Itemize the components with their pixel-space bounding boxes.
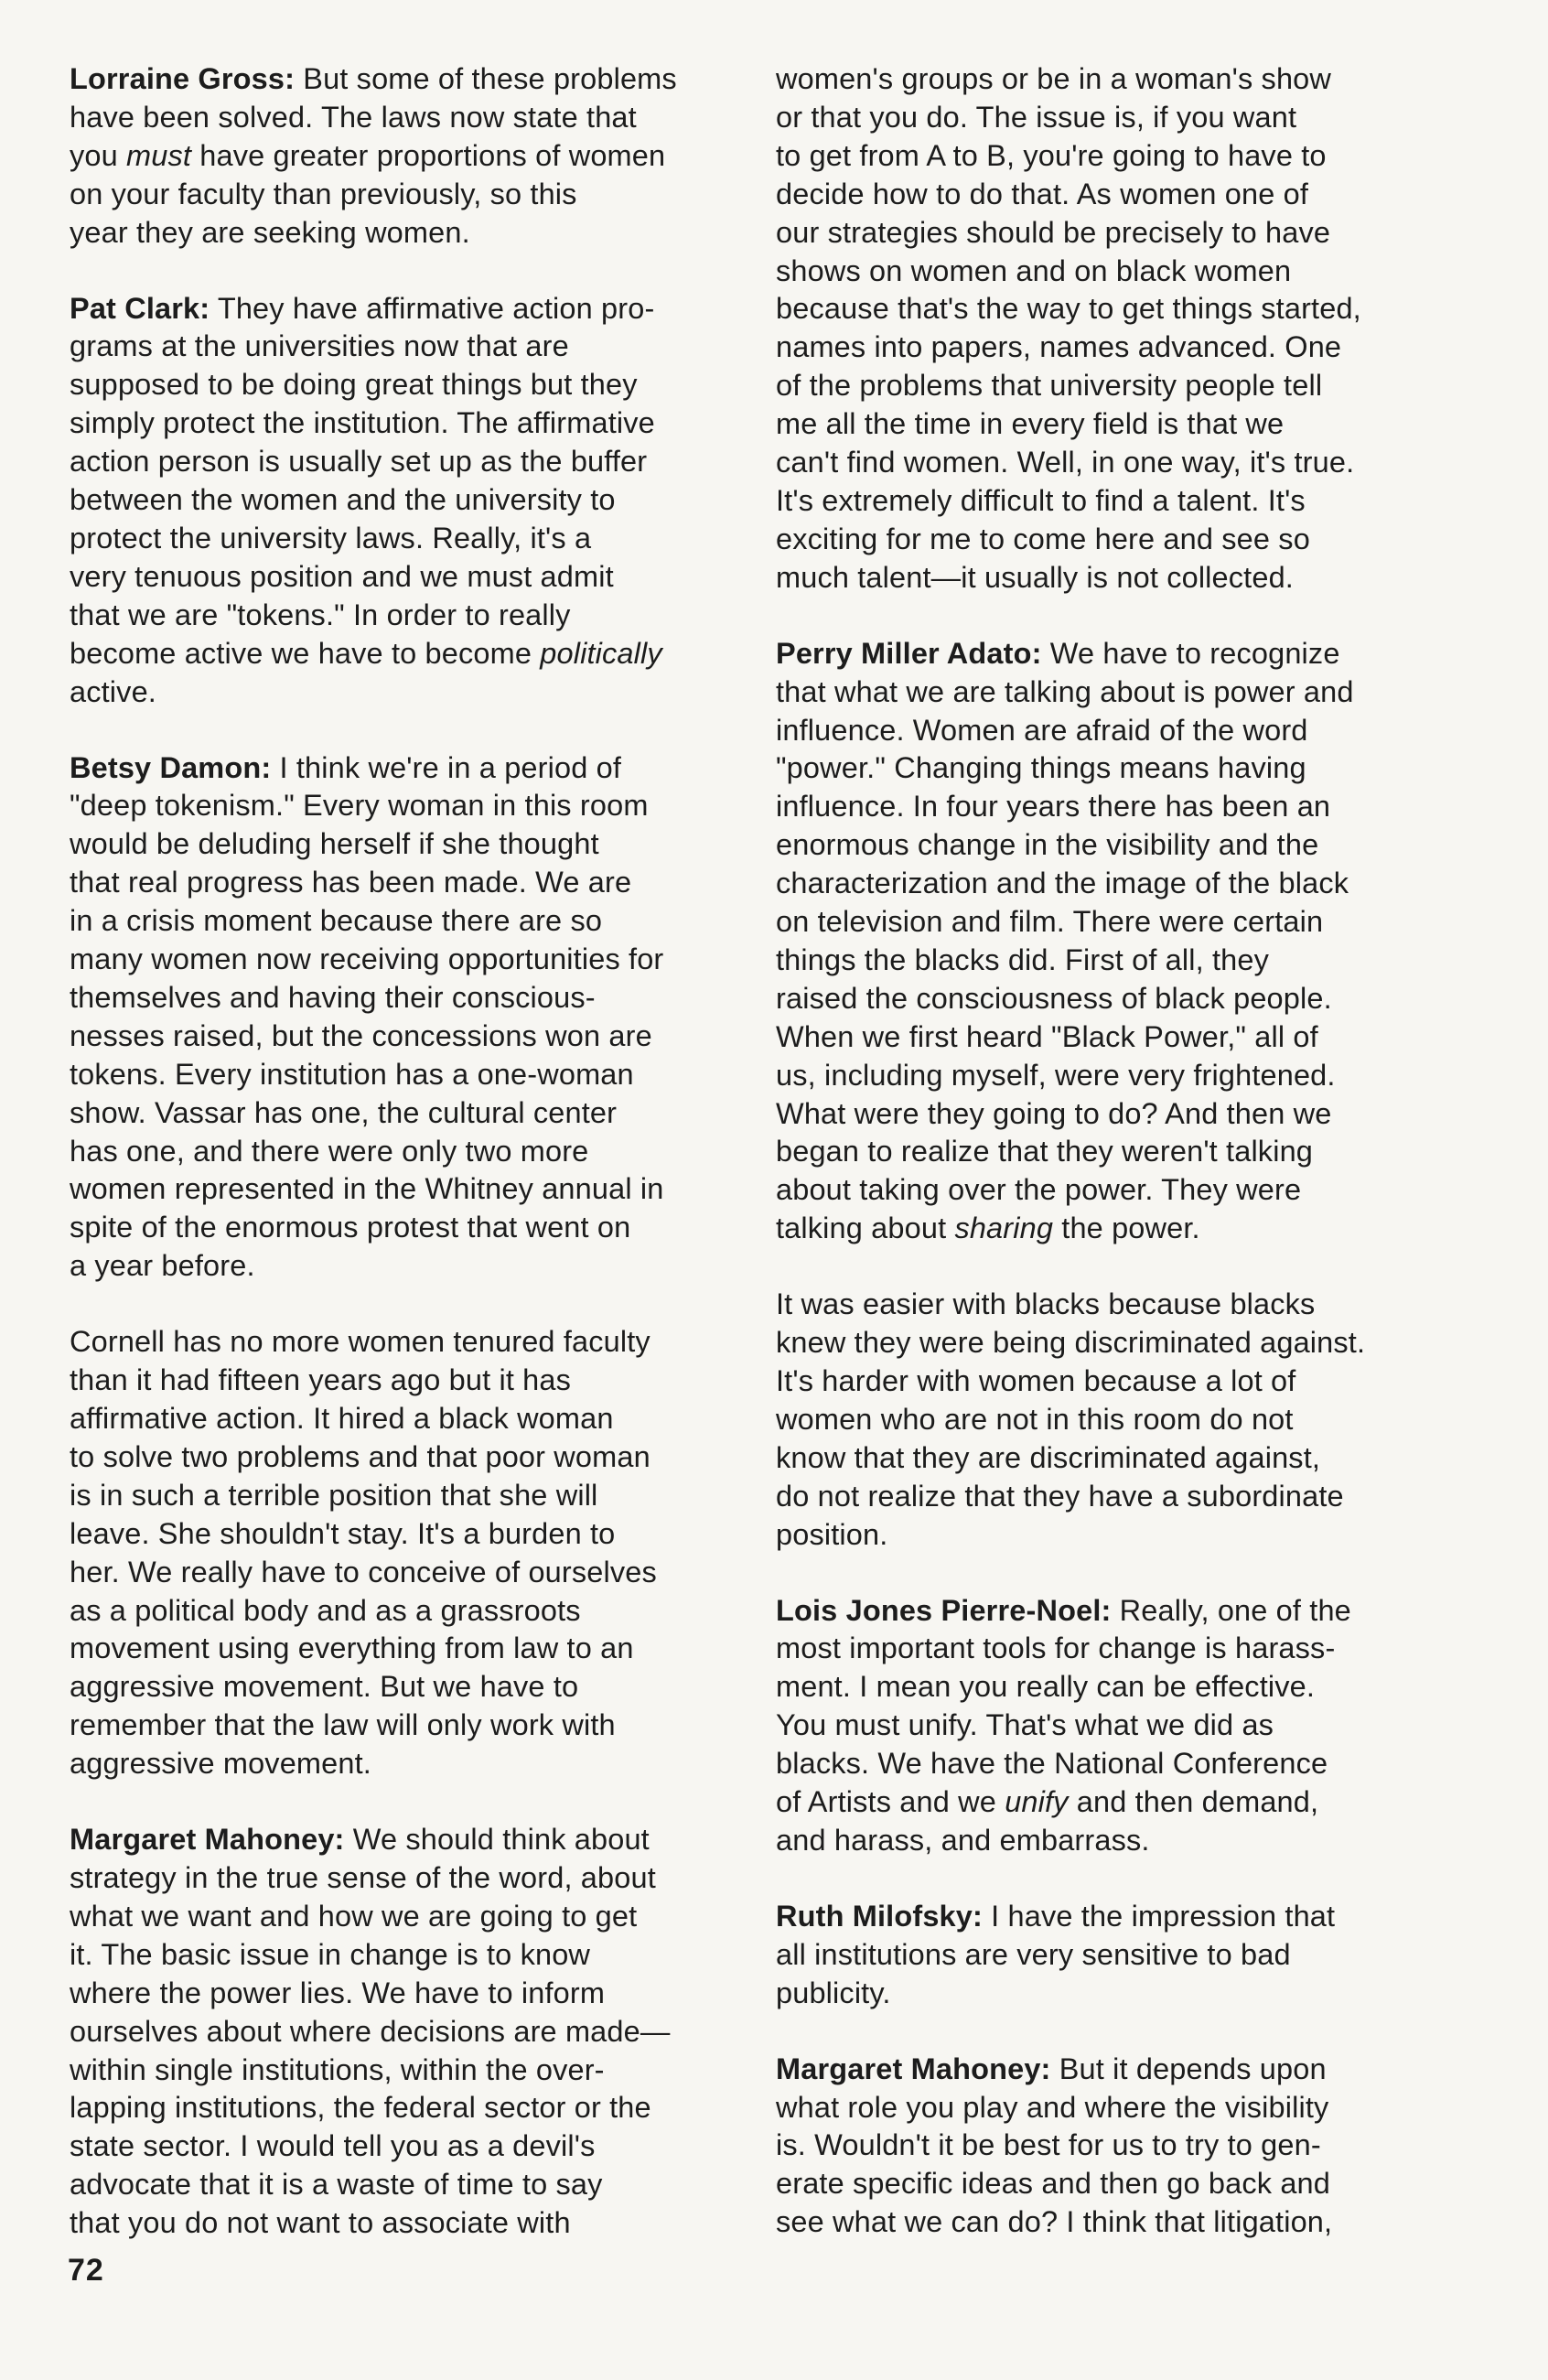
speaker-paragraph — [776, 2051, 1453, 2243]
text-segment: lapping institutions, the federal sector or the — [70, 2091, 651, 2125]
text-segment: It's harder with women because a lot of — [776, 1364, 1296, 1397]
text-segment: began to realize that they weren't talking — [776, 1135, 1314, 1168]
text-segment: on your faculty than previously, so this — [70, 177, 577, 210]
text-segment: would be deluding herself if she thought — [70, 827, 599, 861]
text-line — [70, 1247, 747, 1286]
text-segment: enormous change in the visibility and the — [776, 828, 1319, 862]
right-column — [776, 60, 1453, 2242]
text-line — [776, 712, 1453, 750]
text-line — [776, 903, 1453, 942]
text-line — [70, 443, 747, 481]
speaker-name: Lois Jones Pierre-Noel: — [776, 1593, 1112, 1627]
text-line — [776, 290, 1453, 328]
emphasized-text: politically — [540, 636, 662, 670]
text-segment: aggressive movement. — [70, 1747, 371, 1781]
text-line — [70, 1133, 747, 1171]
text-line — [70, 1477, 747, 1515]
speaker-paragraph — [70, 749, 747, 1287]
text-segment: is. Wouldn't it be best for us to try to gen- — [776, 2128, 1321, 2162]
text-segment: you — [70, 138, 127, 172]
text-line — [70, 481, 747, 520]
text-line — [776, 749, 1453, 788]
text-segment: and harass, and embarrass. — [776, 1823, 1150, 1857]
speaker-name: Betsy Damon: — [70, 750, 272, 784]
text-segment: What were they going to do? And then we — [776, 1096, 1332, 1130]
text-line — [776, 60, 1453, 99]
text-line — [70, 1323, 747, 1362]
text-segment: raised the consciousness of black people. — [776, 981, 1332, 1015]
text-line — [70, 1515, 747, 1554]
text-line — [776, 1401, 1453, 1439]
text-line — [776, 1745, 1453, 1783]
text-line — [776, 1936, 1453, 1975]
text-segment: affirmative action. It hired a black woman — [70, 1402, 614, 1435]
text-segment: ourselves about where decisions are made— — [70, 2014, 671, 2048]
text-segment: nesses raised, but the concessions won are — [70, 1018, 652, 1052]
text-line — [70, 2204, 747, 2243]
text-line — [70, 290, 747, 328]
text-segment: tokens. Every institution has a one-woman — [70, 1057, 634, 1091]
text-segment: influence. Women are afraid of the word — [776, 713, 1308, 747]
text-line — [776, 1630, 1453, 1668]
text-segment: women represented in the Whitney annual in — [70, 1172, 664, 1206]
speaker-name: Margaret Mahoney: — [70, 1823, 345, 1857]
text-line — [70, 597, 747, 635]
text-line — [776, 2165, 1453, 2203]
text-segment: our strategies should be precisely to have — [776, 215, 1331, 249]
text-segment: many women now receiving opportunities for — [70, 942, 664, 976]
emphasized-text: must — [126, 138, 192, 172]
text-segment: "deep tokenism." Every woman in this room — [70, 789, 649, 823]
text-segment: year they are seeking women. — [70, 215, 470, 249]
text-line — [776, 444, 1453, 482]
text-segment: us, including myself, were very frightened. — [776, 1058, 1336, 1092]
text-segment: But some of these problems — [295, 62, 677, 95]
emphasized-text: unify — [1005, 1785, 1069, 1819]
text-line — [70, 366, 747, 404]
text-line — [776, 137, 1453, 176]
text-line — [776, 942, 1453, 980]
text-segment: blacks. We have the National Conference — [776, 1747, 1328, 1781]
text-line — [70, 60, 747, 99]
text-segment: strategy in the true sense of the word, about — [70, 1860, 656, 1894]
text-line — [776, 559, 1453, 598]
text-segment: than it had fifteen years ago but it has — [70, 1363, 572, 1397]
text-segment: protect the university laws. Really, it's a — [70, 521, 592, 555]
text-segment: shows on women and on black women — [776, 253, 1292, 287]
text-line — [70, 520, 747, 558]
text-line — [776, 1975, 1453, 2013]
speaker-paragraph — [776, 60, 1453, 598]
text-segment: women's groups or be in a woman's show — [776, 62, 1332, 95]
text-segment: We should think about — [344, 1823, 650, 1857]
text-segment: You must unify. That's what we did as — [776, 1708, 1274, 1742]
text-line — [776, 1822, 1453, 1860]
text-line — [776, 214, 1453, 253]
text-line — [70, 2013, 747, 2052]
speaker-paragraph — [776, 1898, 1453, 2013]
text-line — [776, 2089, 1453, 2127]
text-line — [776, 482, 1453, 521]
text-segment: her. We really have to conceive of ourselves — [70, 1555, 657, 1588]
text-line — [70, 214, 747, 253]
speaker-name: Lorraine Gross: — [70, 62, 296, 95]
text-segment: know that they are discriminated against, — [776, 1440, 1321, 1474]
text-line — [776, 865, 1453, 903]
text-segment: all institutions are very sensitive to bad — [776, 1937, 1291, 1971]
text-line — [776, 1516, 1453, 1555]
text-segment: see what we can do? I think that litigation, — [776, 2205, 1333, 2239]
text-segment: active. — [70, 674, 156, 708]
text-line — [70, 1400, 747, 1438]
text-line — [70, 1554, 747, 1592]
text-segment: "power." Changing things means having — [776, 751, 1306, 785]
text-line — [776, 673, 1453, 712]
text-segment: characterization and the image of the black — [776, 867, 1349, 900]
text-segment: have been solved. The laws now state that — [70, 100, 637, 134]
text-line — [70, 1362, 747, 1400]
text-line — [70, 2166, 747, 2204]
text-segment: within single institutions, within the over- — [70, 2052, 605, 2086]
text-segment: women who are not in this room do not — [776, 1402, 1294, 1436]
text-segment: what role you play and where the visibility — [776, 2090, 1329, 2124]
text-line — [776, 176, 1453, 214]
text-line — [70, 1630, 747, 1668]
text-line — [70, 864, 747, 902]
text-segment: movement using everything from law to an — [70, 1632, 634, 1665]
text-segment: to solve two problems and that poor woman — [70, 1439, 650, 1473]
text-line — [776, 788, 1453, 826]
text-segment: decide how to do that. As women one of — [776, 177, 1309, 210]
text-line — [776, 521, 1453, 559]
text-segment: state sector. I would tell you as a devil's — [70, 2129, 596, 2163]
text-line — [70, 673, 747, 712]
text-line — [70, 1592, 747, 1631]
text-segment: that we are "tokens." In order to really — [70, 598, 571, 631]
text-line — [776, 405, 1453, 444]
text-segment: publicity. — [776, 1976, 891, 2009]
text-segment: most important tools for change is harass- — [776, 1632, 1336, 1665]
text-segment: aggressive movement. But we have to — [70, 1670, 579, 1704]
text-segment: on television and film. There were certain — [776, 905, 1324, 939]
text-segment: do not realize that they have a subordinate — [776, 1479, 1344, 1513]
text-segment: themselves and having their conscious- — [70, 980, 596, 1014]
text-line — [776, 1324, 1453, 1362]
text-line — [70, 902, 747, 941]
text-segment: show. Vassar has one, the cultural center — [70, 1095, 618, 1129]
text-line — [70, 1859, 747, 1898]
emphasized-text: sharing — [954, 1212, 1054, 1245]
text-line — [70, 1094, 747, 1133]
text-line — [70, 635, 747, 673]
text-line — [70, 2089, 747, 2127]
text-segment: has one, and there were only two more — [70, 1134, 589, 1168]
text-segment: where the power lies. We have to inform — [70, 1976, 606, 2009]
page-number: 72 — [68, 2253, 104, 2288]
text-segment: ment. I mean you really can be effective. — [776, 1670, 1316, 1704]
text-segment: of Artists and we — [776, 1785, 1005, 1819]
text-segment: exciting for me to come here and see so — [776, 522, 1310, 555]
text-line — [70, 979, 747, 1018]
text-line — [776, 1210, 1453, 1248]
text-segment: Really, one of the — [1111, 1593, 1351, 1627]
text-line — [70, 1898, 747, 1936]
text-line — [776, 1133, 1453, 1171]
text-line — [776, 1783, 1453, 1822]
text-segment: spite of the enormous protest that went on — [70, 1211, 631, 1244]
text-segment: very tenuous position and we must admit — [70, 559, 614, 593]
text-segment: in a crisis moment because there are so — [70, 904, 603, 938]
text-segment: Cornell has no more women tenured faculty — [70, 1325, 650, 1359]
text-line — [70, 825, 747, 864]
text-line — [70, 1209, 747, 1247]
left-column — [70, 60, 747, 2243]
text-segment: erate specific ideas and then go back and — [776, 2167, 1331, 2201]
text-segment: leave. She shouldn't stay. It's a burden to — [70, 1516, 616, 1550]
text-line — [776, 980, 1453, 1018]
text-segment: what we want and how we are going to get — [70, 1899, 638, 1933]
text-segment: and then demand, — [1068, 1785, 1319, 1819]
text-segment: They have affirmative action pro- — [210, 291, 655, 325]
text-line — [70, 1745, 747, 1783]
text-segment: position. — [776, 1517, 888, 1551]
text-line — [70, 787, 747, 825]
speaker-paragraph — [776, 635, 1453, 1249]
speaker-paragraph — [776, 1286, 1453, 1554]
speaker-name: Perry Miller Adato: — [776, 636, 1042, 670]
text-line — [776, 1362, 1453, 1401]
text-line — [776, 99, 1453, 137]
text-segment: a year before. — [70, 1249, 255, 1283]
text-line — [776, 2203, 1453, 2242]
text-line — [776, 367, 1453, 405]
text-line — [776, 1592, 1453, 1631]
text-segment: influence. In four years there has been an — [776, 790, 1331, 824]
text-line — [70, 137, 747, 176]
text-line — [70, 404, 747, 443]
speaker-name: Ruth Milofsky: — [776, 1899, 983, 1933]
text-line — [70, 749, 747, 788]
text-segment: supposed to be doing great things but they — [70, 368, 638, 402]
text-line — [776, 1478, 1453, 1516]
text-line — [776, 2051, 1453, 2089]
text-segment: I think we're in a period of — [271, 750, 622, 784]
text-line — [70, 1707, 747, 1745]
text-line — [70, 1975, 747, 2013]
text-segment: things the blacks did. First of all, they — [776, 942, 1270, 976]
text-line — [70, 558, 747, 597]
text-segment: I have the impression that — [982, 1899, 1336, 1933]
text-segment: It's extremely difficult to find a talent. It's — [776, 483, 1306, 517]
text-line — [776, 1095, 1453, 1134]
text-line — [776, 2127, 1453, 2165]
speaker-paragraph — [70, 1821, 747, 2243]
text-line — [776, 1286, 1453, 1324]
text-line — [70, 1018, 747, 1056]
text-line — [70, 2052, 747, 2090]
text-segment: about taking over the power. They were — [776, 1173, 1302, 1207]
text-line — [70, 1668, 747, 1707]
text-segment: that what we are talking about is power and — [776, 674, 1354, 708]
text-line — [70, 1936, 747, 1975]
text-line — [776, 1898, 1453, 1936]
text-segment: that real progress has been made. We are — [70, 866, 632, 899]
text-line — [776, 328, 1453, 367]
text-segment: simply protect the institution. The affirmative — [70, 406, 655, 440]
text-segment: to get from A to B, you're going to have to — [776, 138, 1327, 172]
text-line — [776, 1018, 1453, 1057]
text-line — [70, 328, 747, 366]
text-line — [776, 1668, 1453, 1707]
text-segment: the power. — [1053, 1212, 1200, 1245]
text-segment: as a political body and as a grassroots — [70, 1593, 581, 1627]
text-segment: But it depends upon — [1050, 2052, 1327, 2085]
speaker-paragraph — [70, 290, 747, 712]
text-line — [70, 1821, 747, 1859]
text-line — [70, 176, 747, 214]
text-line — [776, 635, 1453, 673]
text-line — [776, 1057, 1453, 1095]
text-segment: it. The basic issue in change is to know — [70, 1937, 591, 1971]
text-segment: talking about — [776, 1212, 955, 1245]
speaker-paragraph — [70, 1323, 747, 1783]
text-segment: much talent—it usually is not collected. — [776, 560, 1294, 594]
text-segment: because that's the way to get things started, — [776, 292, 1361, 326]
text-segment: between the women and the university to — [70, 483, 616, 517]
text-segment: can't find women. Well, in one way, it's true. — [776, 446, 1355, 479]
speaker-paragraph — [70, 60, 747, 253]
text-line — [70, 2127, 747, 2166]
speaker-paragraph — [776, 1592, 1453, 1860]
text-segment: that you do not want to associate with — [70, 2206, 571, 2240]
text-segment: remember that the law will only work with — [70, 1708, 616, 1742]
text-segment: me all the time in every field is that we — [776, 407, 1285, 441]
text-line — [70, 941, 747, 979]
text-segment: names into papers, names advanced. One — [776, 330, 1342, 364]
text-segment: knew they were being discriminated against. — [776, 1326, 1366, 1360]
text-segment: grams at the universities now that are — [70, 329, 569, 363]
text-segment: have greater proportions of women — [191, 138, 666, 172]
text-segment: or that you do. The issue is, if you want — [776, 100, 1297, 134]
text-segment: We have to recognize — [1041, 636, 1340, 670]
text-line — [70, 1170, 747, 1209]
text-line — [776, 253, 1453, 291]
text-segment: is in such a terrible position that she will — [70, 1478, 598, 1512]
text-line — [776, 1171, 1453, 1210]
text-line — [70, 1056, 747, 1094]
text-segment: of the problems that university people tell — [776, 369, 1323, 403]
text-segment: It was easier with blacks because blacks — [776, 1287, 1316, 1321]
text-line — [776, 826, 1453, 865]
speaker-name: Margaret Mahoney: — [776, 2052, 1051, 2085]
text-segment: advocate that it is a waste of time to say — [70, 2168, 603, 2202]
speaker-name: Pat Clark: — [70, 291, 210, 325]
text-segment: action person is usually set up as the buffer — [70, 445, 648, 479]
text-segment: become active we have to become — [70, 636, 541, 670]
text-line — [70, 99, 747, 137]
text-line — [70, 1438, 747, 1477]
text-line — [776, 1707, 1453, 1745]
text-segment: When we first heard "Black Power," all of — [776, 1019, 1318, 1053]
text-line — [776, 1439, 1453, 1478]
